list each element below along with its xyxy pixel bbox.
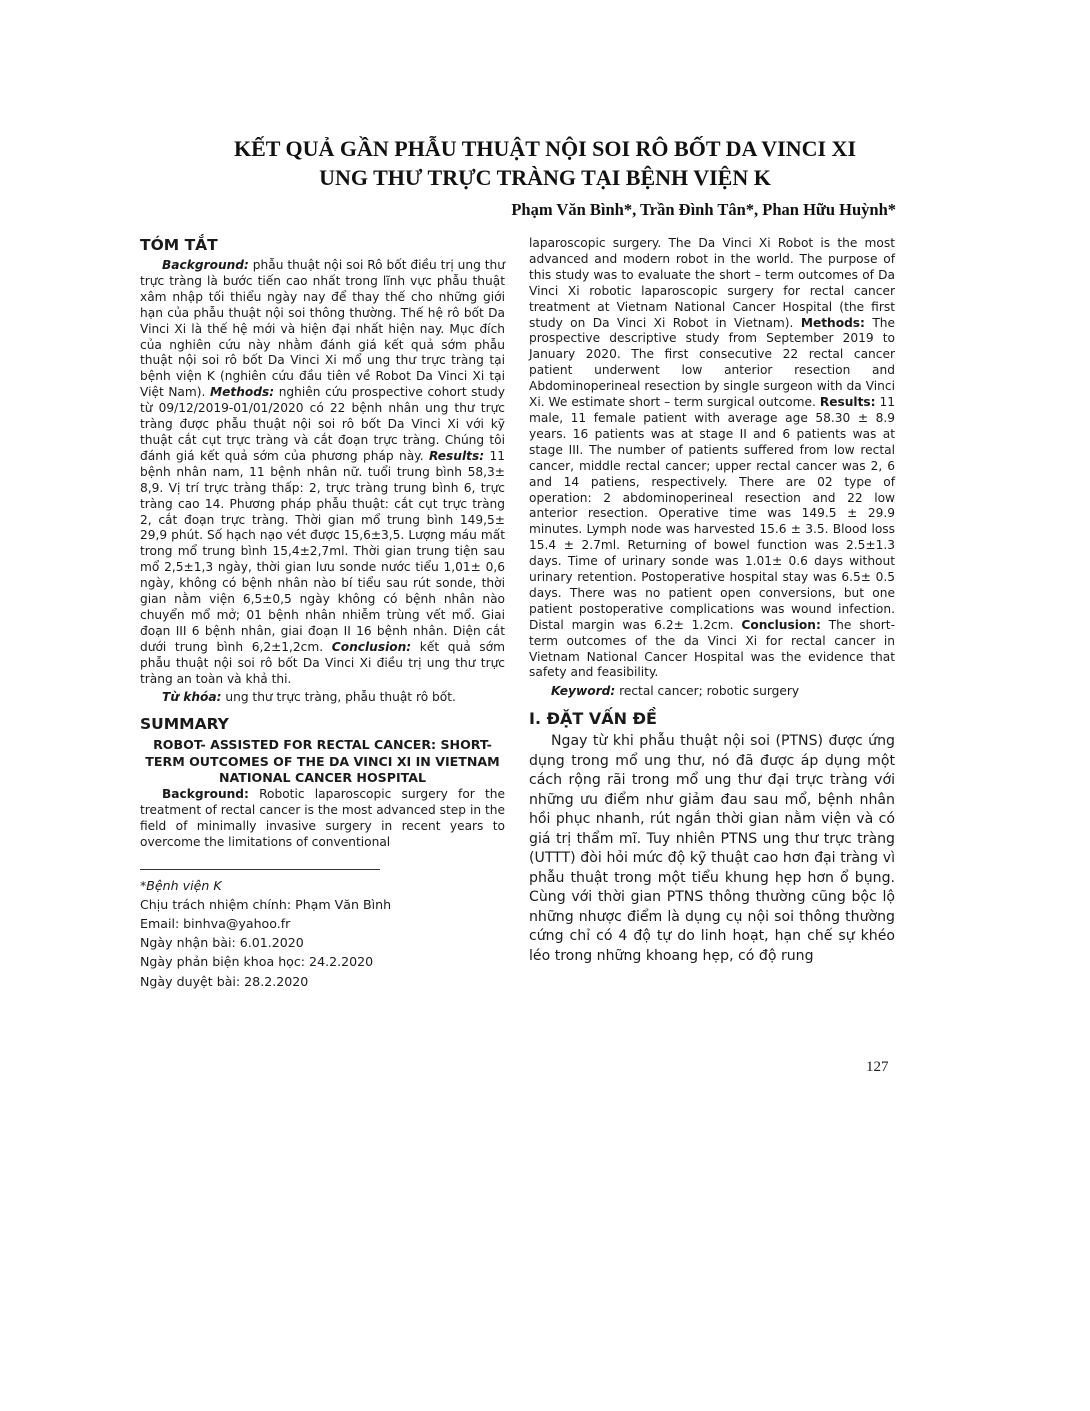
title-line-1: KẾT QUẢ GẦN PHẪU THUẬT NỘI SOI RÔ BỐT DA VINCI XI	[233, 136, 857, 161]
tomtat-heading: TÓM TẮT	[140, 236, 218, 254]
vi-keywords-text: ung thư trực tràng, phẫu thuật rô bốt.	[221, 690, 456, 705]
summary-title: ROBOT- ASSISTED FOR RECTAL CANCER: SHORT-TERM OUTCOMES OF THE DA VINCI XI IN VIETNAM NATIONAL CANCER HOSPITAL	[145, 737, 500, 786]
footnote-corresponding: Chịu trách nhiệm chính: Phạm Văn Bình	[140, 896, 392, 912]
vi-results-label: Results:	[428, 448, 485, 463]
en-background-left	[140, 787, 505, 851]
vi-methods-text: nghiên cứu prospective cohort study từ 09/12/2019-01/01/2020 có 22 bệnh nhân ung thư trực tràng được phẫu thuật nội soi rô bốt Da Vinci Xi với kỹ thuật cắt cụt trực tràng và cắt đoạn trực tràng. Chúng tôi đánh giá kết quả sớm của phương pháp này.	[140, 385, 505, 463]
en-abstract-continued	[529, 236, 895, 681]
page-number: 127	[866, 1059, 889, 1075]
vi-conclusion-label: Conclusion:	[331, 639, 412, 654]
paper-title	[0, 134, 1090, 192]
en-methods-text: The prospective descriptive study from September 2019 to January 2020. The first consecutive 22 rectal cancer patient underwent low anterior resection and Abdominoperineal resection by single surgeon with da Vinci Xi. We estimate short – term surgical outcome.	[529, 315, 895, 410]
en-background-text-left: Robotic laparoscopic surgery for the treatment of rectal cancer is the most advanced step in the field of minimally invasive surgery in recent years to overcome the limitations of conventional	[140, 786, 505, 849]
section-1-body: Ngay từ khi phẫu thuật nội soi (PTNS) được ứng dụng trong mổ ung thư, nó đã được áp dụng một cách rộng rãi trong mổ ung thư đại trực tràng với những ưu điểm như giảm đau sau mổ, bệnh nhân hồi phục nhanh, rút ngắn thời gian nằm viện và có giá trị thẩm mĩ. Tuy nhiên PTNS ung thư trực tràng (UTTT) đòi hỏi mức độ kỹ thuật cao hơn đại tràng vì phẫu thuật trong một tiểu khung hẹp hơn ổ bụng. Cùng với thời gian PTNS thông thường cũng bộc lộ những nhược điểm là dụng cụ nội soi thông thường cứng chỉ có 4 độ tự do linh hoạt, hạn chế sự khéo léo trong những khoang hẹp, có độ rung	[529, 733, 895, 964]
footnote-accepted: Ngày duyệt bài: 28.2.2020	[140, 973, 309, 989]
vi-abstract	[140, 258, 505, 687]
authors: Phạm Văn Bình*, Trần Đình Tân*, Phan Hữu Huỳnh*	[511, 200, 896, 219]
en-background-text-right: laparoscopic surgery. The Da Vinci Xi Robot is the most advanced and modern robot in the world. The purpose of this study was to evaluate the short – term outcomes of Da Vinci Xi robotic laparoscopic surgery for rectal cancer treatment at Vietnam National Cancer Hospital (the first study on Da Vinci Xi Robot in Vietnam).	[529, 236, 895, 330]
footnote-divider	[140, 869, 380, 870]
right-column	[529, 236, 895, 966]
vi-background-label: Background:	[162, 258, 249, 272]
left-column	[140, 236, 505, 991]
en-background-label: Background:	[162, 786, 249, 801]
vi-methods-label: Methods:	[209, 385, 275, 400]
section-1-heading: I. ĐẶT VẤN ĐỀ	[529, 709, 657, 729]
footnote-email: Email: binhva@yahoo.fr	[140, 916, 291, 931]
vi-results-text: 11 bệnh nhân nam, 11 bệnh nhân nữ. tuổi trung bình 58,3± 8,9. Vị trí trực tràng thấp: 2, trực tràng trung bình 6, trực tràng cao 14. Phương pháp phẫu thuật: cắt cụt trực tràng 2, cắt đoạn trực tràng. Thời gian mổ trung bình 149,5± 29,9 phút. Số hạch nạo vét được 15,6±3,5. Lượng máu mất trong mổ trung bình 15,4±2,7ml. Thời gian trung tiện sau mổ 2,5±1,3 ngày, thời gian lưu sonde nước tiểu 1,01± 0,6 ngày, không có bệnh nhân nào bí tiểu sau rút sonde, thời gian nằm viện 6,5±0,5 ngày không có bệnh nhân nào chuyển mổ mở; 01 bệnh nhân nhiễm trùng vết mổ. Giai đoạn III 6 bệnh nhân, giai đoạn II 16 bệnh nhân. Diện cắt dưới trung bình 6,2±1,2cm.	[140, 448, 505, 654]
vi-conclusion-text: kết quả sớm phẫu thuật nội soi rô bốt Da Vinci Xi điều trị ung thư trực tràng an toàn và khả thi.	[140, 639, 505, 686]
en-conclusion-label: Conclusion:	[741, 617, 821, 632]
footnote-reviewed: Ngày phản biện khoa học: 24.2.2020	[140, 954, 374, 970]
vi-keywords-label: Từ khóa:	[162, 690, 222, 705]
en-conclusion-text: The short-term outcomes of the da Vinci Xi for rectal cancer in Vietnam National Cancer Hospital was the evidence that safety and feasibility.	[529, 617, 895, 680]
title-line-2: UNG THƯ TRỰC TRÀNG TẠI BỆNH VIỆN K	[319, 165, 771, 190]
en-results-text: 11 male, 11 female patient with average age 58.30 ± 8.9 years. 16 patients was at stage II and 6 patients was at stage III. The number of patients suffered from low rectal cancer, middle rectal cancer; upper rectal cancer was 2, 6 and 14 patiens, respectively. There are 02 type of operation: 2 abdominoperineal resection and 22 low anterior resection. Operative time was 149.5 ± 29.9 minutes. Lymph node was harvested 15.6 ± 3.5. Blood loss 15.4 ± 2.7ml. Returning of bowel function was 2.5±1.3 days. Time of urinary sonde was 1.01± 0.6 days without urinary retention. Postoperative hospital stay was 6.5± 0.5 days. There was no patient open conversions, but one patient postoperative complications was wound infection. Distal margin was 6.2± 1.2cm.	[529, 395, 895, 632]
vi-keywords	[140, 689, 505, 705]
en-methods-label: Methods:	[800, 315, 865, 330]
en-keywords	[529, 683, 895, 699]
en-results-label: Results:	[819, 395, 876, 410]
footnote-received: Ngày nhận bài: 6.01.2020	[140, 935, 304, 951]
en-keywords-label: Keyword:	[551, 684, 616, 699]
summary-heading: SUMMARY	[140, 715, 229, 734]
vi-background-text: phẫu thuật nội soi Rô bốt điều trị ung thư trực tràng là bước tiến cao nhất trong lĩnh vực phẫu thuật xâm nhập tối thiểu ngày nay để thay thế cho những giới hạn của phẫu thuật nội soi thông thường. Thế hệ rô bốt Da Vinci Xi là thế hệ mới và hiện đại nhất hiện nay. Mục đích của nghiên cứu này nhằm đánh giá kết quả sớm phẫu thuật nội soi rô bốt Da Vinci Xi mổ ung thư trực tràng tại bệnh viện K (nghiên cứu đầu tiên về Robot Da Vinci Xi tại Việt Nam).	[140, 258, 505, 400]
footnote-affiliation: *Bệnh viện K	[140, 877, 222, 893]
en-keywords-text: rectal cancer; robotic surgery	[615, 684, 800, 699]
